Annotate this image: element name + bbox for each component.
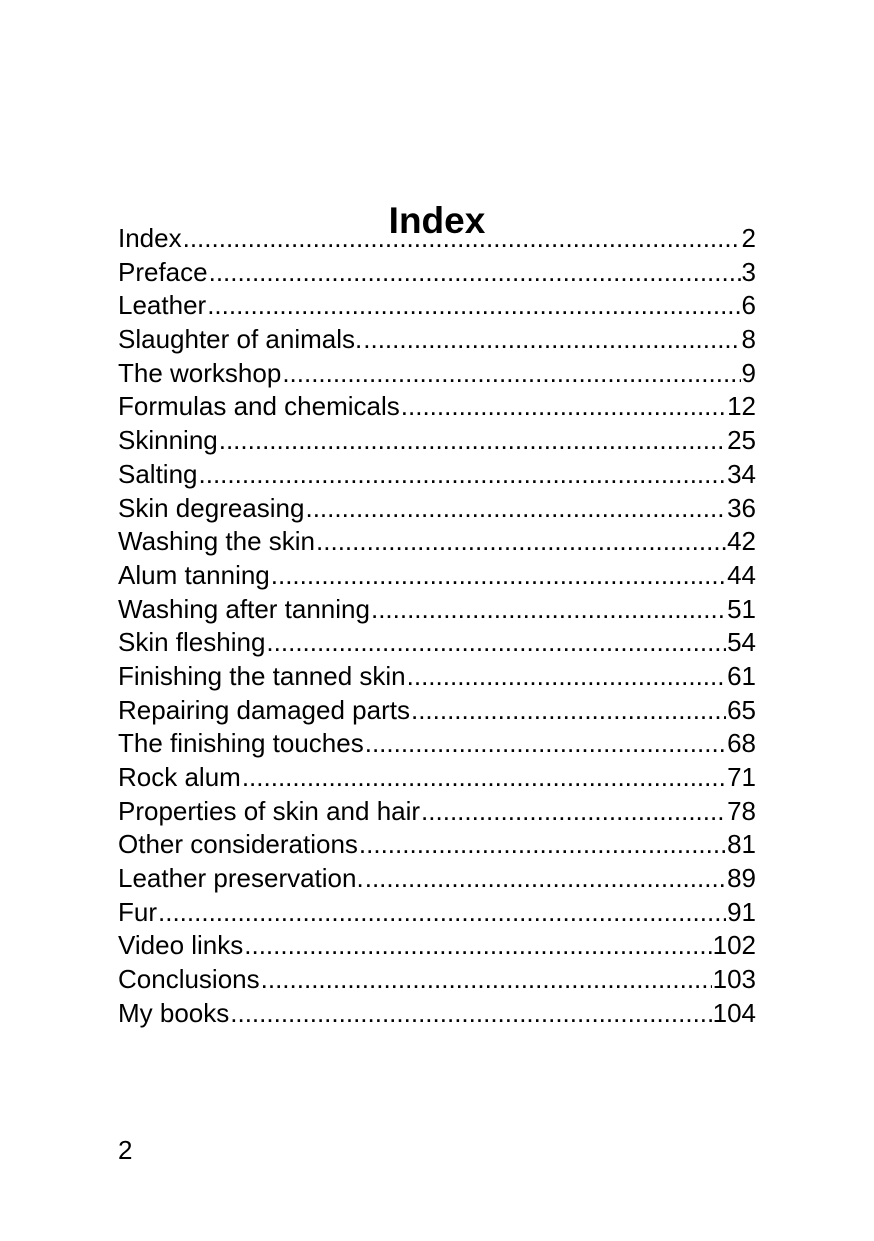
toc-entry-label: Alum tanning xyxy=(118,559,270,590)
toc-dot-leader xyxy=(183,222,741,256)
toc-entry-page: 102 xyxy=(712,930,756,961)
toc-dot-leader xyxy=(371,593,726,627)
toc-entry[interactable] xyxy=(118,963,756,997)
toc-entry-label: Salting xyxy=(118,458,198,489)
toc-dot-leader xyxy=(242,761,726,795)
toc-dot-leader xyxy=(365,727,726,761)
toc-entry[interactable] xyxy=(118,795,756,829)
toc-entry-label: Conclusions xyxy=(118,964,260,995)
toc-entry-label: The finishing touches xyxy=(118,728,364,759)
toc-dot-leader xyxy=(230,997,711,1031)
toc-entry-label: Fur xyxy=(118,896,157,927)
toc-entry[interactable] xyxy=(118,323,756,357)
toc-entry-label: Skin fleshing xyxy=(118,627,266,658)
toc-dot-leader xyxy=(199,458,727,492)
toc-entry-page: 44 xyxy=(727,559,756,590)
toc-entry-label: Properties of skin and hair xyxy=(118,795,421,826)
toc-entry-page: 8 xyxy=(741,324,756,355)
toc-entry-page: 54 xyxy=(727,627,756,658)
toc-dot-leader xyxy=(401,390,726,424)
toc-entry[interactable] xyxy=(118,289,756,323)
toc-entry[interactable] xyxy=(118,896,756,930)
toc-dot-leader xyxy=(209,256,741,290)
toc-entry[interactable] xyxy=(118,256,756,290)
toc-dot-leader xyxy=(359,828,726,862)
toc-entry[interactable] xyxy=(118,424,756,458)
toc-dot-leader xyxy=(305,492,726,526)
toc-entry[interactable] xyxy=(118,593,756,627)
toc-dot-leader xyxy=(282,357,740,391)
toc-entry-page: 68 xyxy=(727,728,756,759)
toc-entry[interactable] xyxy=(118,390,756,424)
toc-entry[interactable] xyxy=(118,357,756,391)
toc-entry-label: Slaughter of animals. xyxy=(118,324,363,355)
page-title: Index xyxy=(388,199,486,241)
toc-entry[interactable] xyxy=(118,727,756,761)
toc-entry-page: 42 xyxy=(727,526,756,557)
toc-entry[interactable] xyxy=(118,525,756,559)
toc-entry[interactable] xyxy=(118,929,756,963)
toc-entry-label: Skinning xyxy=(118,425,218,456)
toc-dot-leader xyxy=(407,660,726,694)
toc-entry-page: 3 xyxy=(741,256,756,287)
toc-entry[interactable] xyxy=(118,458,756,492)
toc-entry-label: Index xyxy=(118,223,182,253)
toc-entry-page: 9 xyxy=(741,357,756,388)
toc-dot-leader xyxy=(244,929,711,963)
toc-entry-page: 81 xyxy=(727,829,756,860)
toc-entry-page: 51 xyxy=(727,593,756,624)
toc-entry[interactable] xyxy=(118,492,756,526)
toc-entry-page: 71 xyxy=(727,762,756,792)
toc-entry-page: 36 xyxy=(727,492,756,523)
toc-entry[interactable] xyxy=(118,559,756,593)
toc-entry-label: Video links xyxy=(118,930,244,961)
toc-entry-page: 61 xyxy=(727,660,756,691)
toc-dot-leader xyxy=(219,424,726,458)
toc-entry-label: Other considerations xyxy=(118,829,358,860)
toc-entry-page: 25 xyxy=(727,425,756,456)
toc-dot-leader xyxy=(363,323,740,357)
page-number: 2 xyxy=(118,1135,133,1165)
toc-entry-label: Leather preservation. xyxy=(118,863,364,894)
toc-entry-page: 2 xyxy=(741,223,756,253)
toc-dot-leader xyxy=(421,795,726,829)
toc-entry[interactable] xyxy=(118,761,756,795)
toc-entry[interactable] xyxy=(118,660,756,694)
toc-dot-leader xyxy=(266,626,726,660)
toc-entry-page: 12 xyxy=(727,391,756,422)
toc-dot-leader xyxy=(261,963,712,997)
toc-entry-label: Repairing damaged parts xyxy=(118,694,410,725)
toc-dot-leader xyxy=(271,559,726,593)
toc-entry-label: Formulas and chemicals xyxy=(118,391,400,422)
toc-entry-page: 89 xyxy=(727,863,756,894)
toc-entry[interactable] xyxy=(118,862,756,896)
toc-dot-leader xyxy=(365,862,726,896)
toc-entry-label: Leather xyxy=(118,290,207,321)
toc-dot-leader xyxy=(316,525,726,559)
toc-entry-page: 34 xyxy=(727,458,756,489)
table-of-contents xyxy=(118,222,756,1031)
toc-entry-label: Finishing the tanned skin xyxy=(118,660,406,691)
toc-entry-label: Washing after tanning xyxy=(118,593,370,624)
toc-entry[interactable] xyxy=(118,828,756,862)
toc-entry-label: My books xyxy=(118,997,230,1028)
toc-entry-label: Washing the skin xyxy=(118,526,316,557)
toc-entry-page: 91 xyxy=(727,896,756,927)
toc-entry[interactable] xyxy=(118,222,756,256)
toc-entry-page: 6 xyxy=(741,290,756,321)
toc-entry[interactable] xyxy=(118,997,756,1031)
toc-entry[interactable] xyxy=(118,694,756,728)
toc-entry[interactable] xyxy=(118,626,756,660)
toc-entry-page: 103 xyxy=(712,964,756,995)
toc-dot-leader xyxy=(411,694,726,728)
toc-dot-leader xyxy=(207,289,740,323)
toc-entry-page: 65 xyxy=(727,694,756,725)
toc-dot-leader xyxy=(158,896,726,930)
toc-entry-label: Rock alum xyxy=(118,762,241,792)
toc-entry-label: Skin degreasing xyxy=(118,492,305,523)
toc-entry-page: 104 xyxy=(712,997,756,1028)
toc-entry-label: The workshop xyxy=(118,357,282,388)
toc-entry-label: Preface xyxy=(118,256,208,287)
toc-entry-page: 78 xyxy=(727,795,756,826)
